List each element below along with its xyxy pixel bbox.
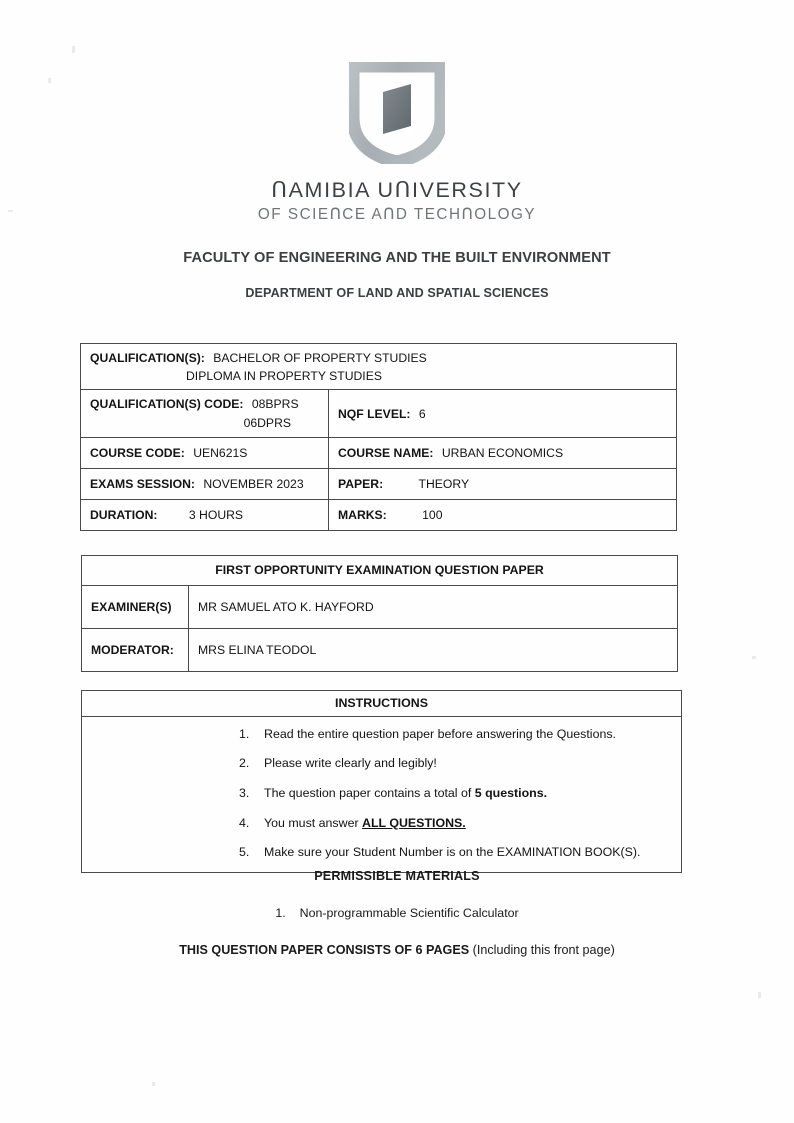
duration-label: DURATION: bbox=[90, 507, 158, 522]
qualification-code-value-2: 06DPRS bbox=[243, 415, 291, 430]
marks-cell bbox=[329, 499, 677, 530]
list-item bbox=[239, 785, 671, 802]
examiner-value: MR SAMUEL ATO K. HAYFORD bbox=[189, 586, 678, 629]
list-item bbox=[239, 755, 671, 772]
scan-speck bbox=[758, 992, 761, 998]
university-logo-block bbox=[0, 62, 794, 224]
page-count-statement bbox=[0, 943, 794, 957]
paper-label: PAPER: bbox=[338, 476, 384, 491]
instruction-text: The question paper contains a total of bbox=[264, 785, 475, 800]
moderator-label: MODERATOR: bbox=[82, 629, 189, 672]
course-code-label: COURSE CODE: bbox=[90, 445, 185, 460]
qualification-value-1: BACHELOR OF PROPERTY STUDIES bbox=[213, 351, 427, 365]
course-name-cell bbox=[329, 437, 677, 468]
logo-wordmark-line2: OF SCIEᑎCE AᑎD TECHᑎOLOGY bbox=[257, 206, 537, 224]
qualification-code-label: QUALIFICATION(S) CODE: bbox=[90, 397, 244, 412]
department-heading: DEPARTMENT OF LAND AND SPATIAL SCIENCES bbox=[245, 286, 549, 300]
logo-wordmark-line1: ᑎAMIBIA UᑎIVERSITY bbox=[271, 178, 523, 202]
nqf-level-cell bbox=[329, 390, 677, 437]
page-count-strong: THIS QUESTION PAPER CONSISTS OF 6 PAGES bbox=[179, 943, 470, 957]
table-row bbox=[82, 716, 682, 873]
scan-speck bbox=[152, 1082, 155, 1086]
course-code-cell bbox=[81, 437, 329, 468]
faculty-heading: FACULTY OF ENGINEERING AND THE BUILT ENVIRONMENT bbox=[183, 250, 611, 266]
table-row bbox=[81, 390, 677, 437]
table-row bbox=[82, 586, 678, 629]
qualification-label: QUALIFICATION(S): bbox=[90, 351, 205, 365]
list-item bbox=[239, 815, 671, 832]
moderator-value: MRS ELINA TEODOL bbox=[189, 629, 678, 672]
permissible-materials-title: PERMISSIBLE MATERIALS bbox=[314, 869, 480, 883]
permissible-item-number: 1. bbox=[275, 906, 286, 920]
course-code-value: UEN621S bbox=[193, 445, 248, 460]
duration-cell bbox=[81, 499, 329, 530]
marks-value: 100 bbox=[422, 507, 443, 522]
table-row bbox=[81, 468, 677, 499]
examiner-table bbox=[81, 555, 678, 672]
instruction-text: Read the entire question paper before answering the Questions. bbox=[264, 726, 616, 741]
instructions-body bbox=[82, 716, 682, 873]
list-item bbox=[239, 726, 671, 743]
examination-paper-header: FIRST OPPORTUNITY EXAMINATION QUESTION PAPER bbox=[82, 556, 678, 586]
instruction-text: You must answer bbox=[264, 815, 363, 830]
instructions-list bbox=[82, 726, 671, 862]
instructions-table bbox=[81, 690, 682, 873]
nust-shield-logo-icon bbox=[349, 62, 445, 164]
course-name-label: COURSE NAME: bbox=[338, 445, 434, 460]
examiner-label: EXAMINER(S) bbox=[82, 586, 189, 629]
instructions-header: INSTRUCTIONS bbox=[82, 691, 682, 717]
scan-speck bbox=[72, 46, 75, 53]
exams-session-value: NOVEMBER 2023 bbox=[203, 476, 304, 491]
scan-speck bbox=[752, 656, 756, 659]
qualification-cell bbox=[81, 344, 677, 390]
table-row bbox=[82, 629, 678, 672]
nqf-level-value: 6 bbox=[418, 406, 426, 421]
list-item bbox=[239, 844, 671, 861]
instruction-emphasis: ALL QUESTIONS. bbox=[362, 815, 466, 830]
course-name-value: URBAN ECONOMICS bbox=[441, 445, 564, 460]
qualification-code-value-1: 08BPRS bbox=[251, 397, 299, 412]
instruction-text: Please write clearly and legibly! bbox=[264, 756, 437, 771]
qualification-value-2: DIPLOMA IN PROPERTY STUDIES bbox=[186, 369, 382, 384]
table-row bbox=[81, 437, 677, 468]
instruction-text: Make sure your Student Number is on the EXAMINATION BOOK(S). bbox=[264, 845, 641, 860]
permissible-item-text: Non-programmable Scientific Calculator bbox=[299, 906, 519, 920]
qualification-info-table bbox=[80, 343, 677, 531]
exams-session-cell bbox=[81, 468, 329, 499]
permissible-materials-list bbox=[0, 906, 794, 920]
table-row bbox=[81, 344, 677, 390]
paper-value: THEORY bbox=[418, 476, 470, 491]
table-row bbox=[81, 499, 677, 530]
exams-session-label: EXAMS SESSION: bbox=[90, 476, 195, 491]
table-row bbox=[82, 691, 682, 717]
qualification-code-cell bbox=[81, 390, 329, 437]
nqf-level-label: NQF LEVEL: bbox=[338, 406, 411, 421]
page-count-note: (Including this front page) bbox=[469, 943, 615, 957]
paper-cell bbox=[329, 468, 677, 499]
table-row bbox=[82, 556, 678, 586]
duration-value: 3 HOURS bbox=[188, 507, 244, 522]
instruction-emphasis: 5 questions. bbox=[474, 785, 548, 800]
marks-label: MARKS: bbox=[338, 507, 387, 522]
